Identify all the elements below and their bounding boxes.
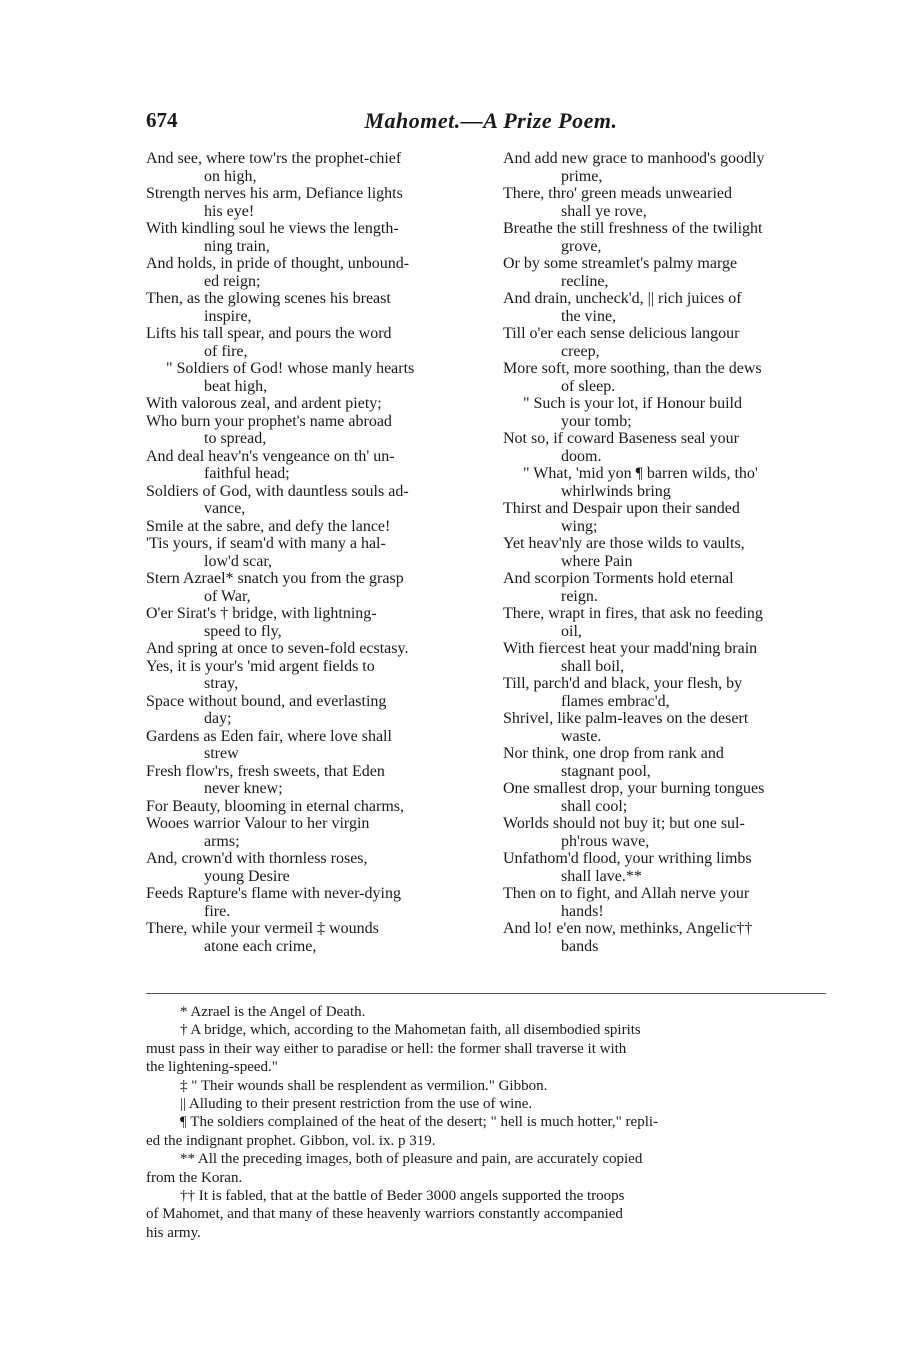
footnote-line: the lightening-speed." (146, 1059, 278, 1076)
poem-line: shall lave.** (561, 867, 642, 885)
poem-line: grove, (561, 237, 602, 255)
poem-line: wing; (561, 517, 598, 535)
poem-line: fire. (204, 902, 231, 920)
footnote-line: ¶ The soldiers complained of the heat of the desert; " hell is much hotter," repli- (180, 1114, 659, 1131)
poem-line: Nor think, one drop from rank and (503, 745, 724, 762)
poem-line: Smile at the sabre, and defy the lance! (146, 517, 391, 535)
poem-line: Breathe the still freshness of the twilight (503, 220, 763, 237)
poem-line: stray, (204, 675, 239, 692)
poem-line: Yes, it is your's 'mid argent fields to (146, 657, 375, 675)
poem-line: With fiercest heat your madd'ning brain (503, 640, 758, 657)
poem-line: Till, parch'd and black, your flesh, by (503, 675, 743, 692)
poem-line: of sleep. (561, 377, 616, 395)
poem-line: your tomb; (561, 412, 632, 430)
poem-line: For Beauty, blooming in eternal charms, (146, 797, 405, 815)
poem-line: Thirst and Despair upon their sanded (503, 500, 740, 517)
poem-line: And, crown'd with thornless roses, (146, 850, 368, 867)
poem-line: flames embrac'd, (561, 692, 670, 710)
poem-line: arms; (204, 832, 240, 850)
poem-line: atone each crime, (204, 937, 317, 955)
poem-line: beat high, (204, 377, 268, 395)
running-title: Mahomet.—A Prize Poem. (364, 108, 618, 133)
poem-line: shall boil, (561, 657, 625, 675)
poem-column-right (503, 150, 831, 970)
poem-line: Wooes warrior Valour to her virgin (146, 815, 370, 832)
poem-line: where Pain (561, 552, 633, 570)
poem-line: Or by some streamlet's palmy marge (503, 255, 738, 272)
poem-line: And lo! e'en now, methinks, Angelic†† (503, 920, 753, 937)
poem-line: Then on to fight, and Allah nerve your (503, 885, 750, 902)
poem-line: There, wrapt in fires, that ask no feeding (503, 605, 763, 622)
poem-column-left (146, 150, 494, 970)
poem-line: Strength nerves his arm, Defiance lights (146, 185, 403, 202)
footnote-line: ‡ " Their wounds shall be resplendent as vermilion." Gibbon. (180, 1077, 548, 1094)
poem-line: shall cool; (561, 797, 628, 815)
page-number: 674 (146, 108, 178, 132)
poem-line: " Such is your lot, if Honour build (523, 395, 742, 412)
poem-line: Space without bound, and everlasting (146, 692, 387, 710)
footnote-line: || Alluding to their present restriction from the use of wine. (180, 1096, 533, 1113)
poem-line: One smallest drop, your burning tongues (503, 780, 765, 797)
poem-line: waste. (561, 727, 602, 745)
poem-line: Unfathom'd flood, your writhing limbs (503, 850, 752, 867)
poem-line: O'er Sirat's † bridge, with lightning- (146, 605, 377, 622)
footnote-line: †† It is fabled, that at the battle of Beder 3000 angels supported the troops (180, 1188, 625, 1205)
poem-line: ed reign; (204, 272, 261, 290)
poem-line: Worlds should not buy it; but one sul- (503, 815, 745, 832)
footnote-line: † A bridge, which, according to the Mahometan faith, all disembodied spirits (180, 1022, 641, 1039)
page-header (146, 108, 836, 138)
footnote-line: from the Koran. (146, 1169, 243, 1186)
poem-line: More soft, more soothing, than the dews (503, 360, 762, 377)
poem-line: strew (204, 745, 239, 762)
poem-line: " Soldiers of God! whose manly hearts (166, 360, 415, 377)
poem-line: And add new grace to manhood's goodly (503, 150, 765, 167)
poem-line: low'd scar, (204, 552, 272, 570)
poem-line: With valorous zeal, and ardent piety; (146, 395, 382, 412)
poem-line: faithful head; (204, 465, 290, 482)
poem-line: And deal heav'n's vengeance on th' un- (146, 447, 395, 465)
footnote-line: ed the indignant prophet. Gibbon, vol. ix. p 319. (146, 1132, 436, 1149)
poem-line: on high, (204, 167, 257, 185)
footnote-divider (146, 993, 826, 994)
poem-line: of fire, (204, 342, 248, 360)
footnote-line: * Azrael is the Angel of Death. (180, 1004, 366, 1020)
poem-line: doom. (561, 447, 602, 465)
poem-line: inspire, (204, 307, 252, 325)
poem-line: " What, 'mid yon ¶ barren wilds, tho' (523, 465, 758, 482)
poem-line: There, while your vermeil ‡ wounds (146, 920, 379, 937)
poem-line: shall ye rove, (561, 202, 647, 220)
footnote-line: must pass in their way either to paradise or hell: the former shall traverse it with (146, 1040, 627, 1057)
poem-line: Feeds Rapture's flame with never-dying (146, 885, 401, 902)
poem-line: ph'rous wave, (561, 832, 650, 850)
poem-line: vance, (204, 500, 246, 517)
poem-line: speed to fly, (204, 622, 282, 640)
poem-line: never knew; (204, 780, 283, 797)
poem-line: With kindling soul he views the length- (146, 220, 399, 237)
poem-line: Yet heav'nly are those wilds to vaults, (503, 535, 745, 552)
poem-line: Till o'er each sense delicious langour (503, 325, 740, 342)
poem-line: hands! (561, 902, 604, 920)
poem-line: Lifts his tall spear, and pours the word (146, 325, 392, 342)
poem-line: prime, (561, 167, 603, 185)
poem-line: And holds, in pride of thought, unbound- (146, 255, 410, 272)
poem-line: Stern Azrael* snatch you from the grasp (146, 570, 404, 587)
poem-line: Then, as the glowing scenes his breast (146, 290, 391, 307)
poem-line: young Desire (204, 867, 290, 885)
poem-line: Gardens as Eden fair, where love shall (146, 727, 392, 745)
poem-line: And see, where tow'rs the prophet-chief (146, 150, 402, 167)
poem-line: Not so, if coward Baseness seal your (503, 430, 739, 447)
poem-line: Shrivel, like palm-leaves on the desert (503, 710, 749, 727)
poem-line: And drain, uncheck'd, || rich juices of (503, 290, 742, 307)
poem-line: recline, (561, 272, 609, 290)
footnotes (146, 1003, 826, 1242)
poem-line: Who burn your prophet's name abroad (146, 412, 392, 430)
poem-line: of War, (204, 587, 251, 605)
poem-line: stagnant pool, (561, 762, 651, 780)
poem-line: And spring at once to seven-fold ecstasy. (146, 640, 409, 657)
poem-line: to spread, (204, 430, 267, 447)
poem-line: whirlwinds bring (561, 482, 671, 500)
poem-line: Soldiers of God, with dauntless souls ad- (146, 482, 409, 500)
poem-line: bands (561, 937, 599, 955)
poem-line: ning train, (204, 237, 270, 255)
footnote-line: of Mahomet, and that many of these heavenly warriors constantly accompanied (146, 1206, 623, 1223)
footnote-line: ** All the preceding images, both of pleasure and pain, are accurately copied (180, 1151, 643, 1168)
footnote-line: his army. (146, 1224, 201, 1241)
poem-line: his eye! (204, 202, 255, 220)
poem-line: oil, (561, 622, 582, 640)
poem-line: creep, (561, 342, 600, 360)
poem-line: reign. (561, 587, 598, 605)
poem-line: Fresh flow'rs, fresh sweets, that Eden (146, 762, 385, 780)
poem-line: the vine, (561, 307, 617, 325)
poem-line: 'Tis yours, if seam'd with many a hal- (146, 535, 386, 552)
poem-line: There, thro' green meads unwearied (503, 185, 732, 202)
poem-line: And scorpion Torments hold eternal (503, 570, 734, 587)
poem-line: day; (204, 710, 232, 727)
